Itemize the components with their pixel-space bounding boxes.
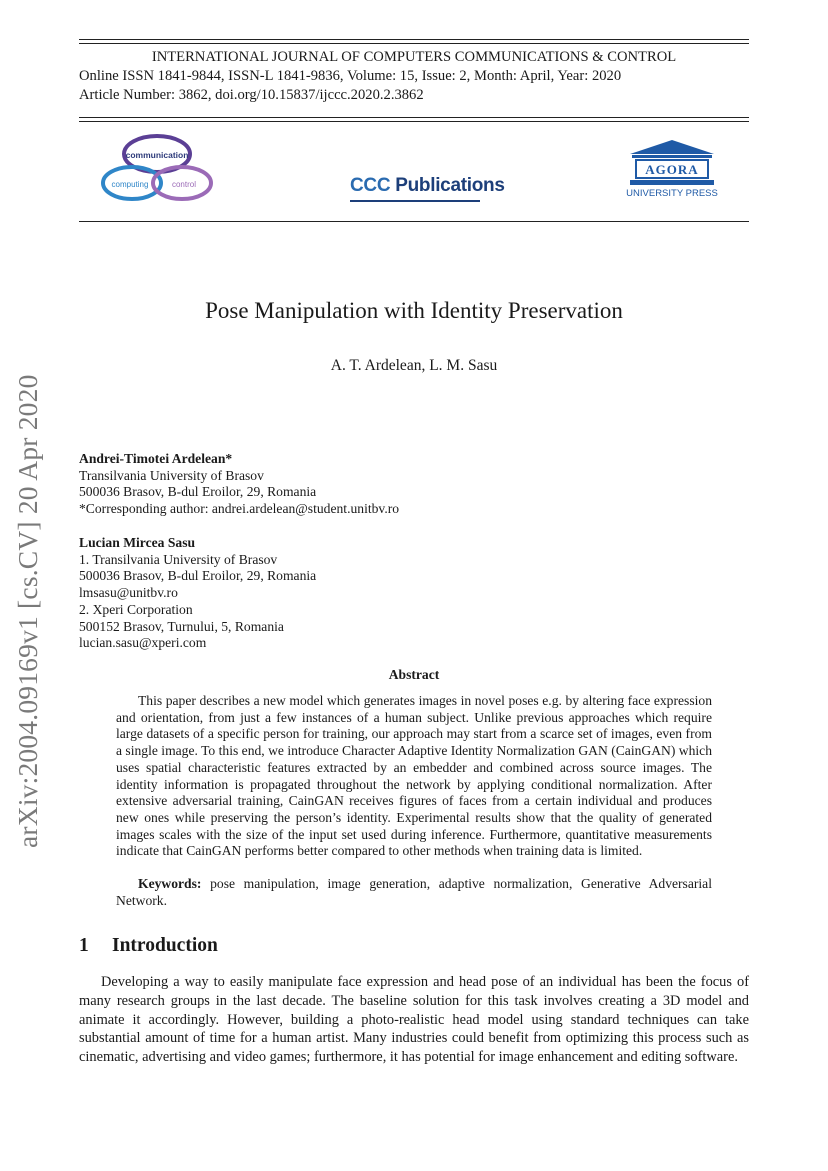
agora-logo-subtitle: UNIVERSITY PRESS — [626, 188, 718, 199]
agora-university-logo — [626, 138, 718, 188]
journal-name: INTERNATIONAL JOURNAL OF COMPUTERS COMMUNICATIONS & CONTROL — [151, 49, 677, 65]
section-heading — [79, 935, 218, 957]
author2-block — [79, 535, 749, 652]
author1-line: Transilvania University of Brasov — [79, 467, 264, 483]
author1-line: 500036 Brasov, B-dul Eroilor, 29, Romania — [79, 484, 317, 500]
ijccc-logo-word-right: control — [171, 180, 197, 189]
ccc-logo-prefix: CCC — [350, 175, 391, 196]
author2-name: Lucian Mircea Sasu — [79, 535, 196, 550]
author2-line: 1. Transilvania University of Brasov — [79, 551, 278, 567]
journal-article-line: Article Number: 3862, doi.org/10.15837/ijccc.2020.2.3862 — [79, 87, 424, 103]
abstract-heading: Abstract — [388, 667, 440, 682]
author-list: A. T. Ardelean, L. M. Sasu — [330, 357, 498, 374]
author2-line: 500036 Brasov, B-dul Eroilor, 29, Romania — [79, 568, 317, 584]
header-rule-top-1 — [79, 39, 749, 40]
author2-line: lmsasu@unitbv.ro — [79, 585, 178, 601]
ijccc-logo — [100, 130, 216, 206]
header-rule-mid-2 — [79, 121, 749, 122]
author1-name: Andrei-Timotei Ardelean* — [79, 451, 233, 466]
header-rule-mid-1 — [79, 117, 749, 118]
ijccc-logo-word-left: computing — [111, 180, 149, 189]
agora-logo-name: AGORA — [645, 162, 699, 177]
author2-line: 500152 Brasov, Turnului, 5, Romania — [79, 618, 284, 634]
ccc-publications-logo — [350, 175, 505, 197]
section-number: 1 — [79, 935, 89, 956]
abstract-text: This paper describes a new model which generates images in novel poses e.g. by altering face expression and orientation, from just a few instances of a human subject. Unlike previous approaches which require large datasets of a specific person for training, our approach may start from a scarce set of images, even from a single image. To this end, we introduce Character Adaptive Identity Normalization GAN (CainGAN) which uses spatial characteristic features extracted by an embedder and combined across source images. The identity information is propagated throughout the network by applying conditional normalization. After extensive adversarial training, CainGAN receives figures of faces from a certain individual and produces new ones while preserving the person’s identity. Experimental results show that the quality of generated images scales with the size of the input set used during inference. Furthermore, quantitative measurements indicate that CainGAN performs better compared to other methods when training data is limited. — [116, 693, 713, 859]
keywords-label: Keywords: — [138, 876, 202, 891]
journal-issn-line: Online ISSN 1841-9844, ISSN-L 1841-9836, Volume: 15, Issue: 2, Month: April, Year: 2020 — [79, 68, 622, 84]
author1-block — [79, 451, 749, 518]
ccc-logo-underline — [350, 200, 480, 202]
header-rule-bottom — [79, 221, 749, 222]
author2-line: 2. Xperi Corporation — [79, 601, 193, 617]
keywords-text: pose manipulation, image generation, adaptive normalization, Generative Adversarial Network. — [116, 876, 712, 908]
keywords-paragraph — [116, 876, 712, 909]
section-title: Introduction — [112, 935, 218, 956]
intro-paragraph: Developing a way to easily manipulate face expression and head pose of an individual has been the focus of many research groups in the last decade. The baseline solution for this task involves creating a 3D model and animate it accordingly. However, building a photo-realistic head model using standard techniques can take substantial amount of time for a human artist. Many industries could benefit from optimizing this process such as cinematic, advertising and video games; furthermore, it has potential for image enhancement and editing software. — [79, 974, 749, 1066]
arxiv-stamp: arXiv:2004.09169v1 [cs.CV] 20 Apr 2020 — [12, 374, 43, 848]
ccc-logo-word: Publications — [390, 175, 505, 196]
author2-line: lucian.sasu@xperi.com — [79, 635, 207, 651]
ijccc-logo-word-top: communication — [125, 150, 189, 160]
header-rule-top-2 — [79, 43, 749, 44]
paper-title: Pose Manipulation with Identity Preservation — [205, 298, 623, 323]
author1-line: *Corresponding author: andrei.ardelean@student.unitbv.ro — [79, 501, 400, 517]
